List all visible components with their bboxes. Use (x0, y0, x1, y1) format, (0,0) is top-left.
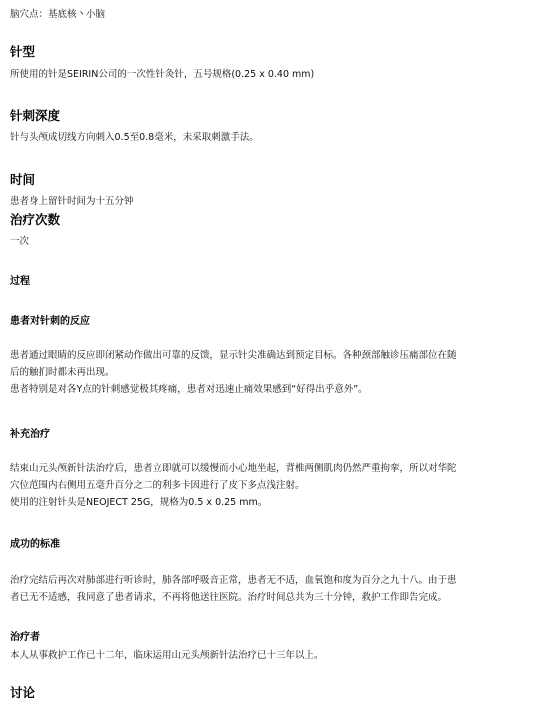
supplement-paragraph (10, 460, 522, 511)
discussion-heading: 讨论 (10, 685, 36, 700)
success-paragraph (10, 572, 522, 606)
success-heading: 成功的标准 (10, 539, 60, 550)
time-text: 患者身上留针时间为十五分钟 (10, 196, 134, 207)
supplement-line: 结束山元头颅新针法治疗后，患者立即就可以缓慢而小心地坐起，背椎两侧肌肉仍然严重拘挛，所以对华陀 (10, 463, 457, 474)
success-line: 者已无不适感，我同意了患者请求，不再将他送往医院。治疗时间总共为三十分钟，救护工作即告完成。 (10, 592, 448, 603)
sessions-text: 一次 (10, 236, 30, 247)
reaction-line: 后的触扪时都未再出现。 (10, 367, 115, 378)
reaction-line: 患者通过眼睛的反应即闭紧动作做出可靠的反馈，显示针尖准确达到预定目标。各种颈部触诊压痛部位在随 (10, 350, 457, 361)
supplement-line: 穴位范围内右侧用五毫升百分之二的利多卡因进行了皮下多点浅注射。 (10, 480, 305, 491)
needle-type-text: 所使用的针是SEIRIN公司的一次性针灸针，五号规格(0.25 x 0.40 mm) (10, 69, 315, 80)
supplement-heading: 补充治疗 (10, 429, 50, 440)
time-heading: 时间 (10, 172, 36, 187)
practitioner-text: 本人从事救护工作已十二年，临床运用山元头颅新针法治疗已十三年以上。 (10, 650, 324, 661)
depth-heading: 针刺深度 (10, 108, 61, 123)
brain-points-line: 脑穴点：基底核丶小脑 (10, 9, 106, 20)
reaction-heading: 患者对针刺的反应 (10, 316, 90, 327)
process-heading: 过程 (10, 276, 30, 287)
success-line: 治疗完结后再次对肺部进行听诊时，肺各部呼吸音正常，患者无不适，血氧饱和度为百分之九十八。由于患 (10, 575, 457, 586)
sessions-heading: 治疗次数 (10, 212, 61, 227)
depth-text: 针与头颅成切线方向刺入0.5至0.8毫米，未采取刺激手法。 (10, 132, 259, 143)
reaction-line: 患者特别是对各Y点的针刺感觉极其疼痛，患者对迅速止痛效果感到“好得出乎意外”。 (10, 384, 368, 395)
supplement-line: 使用的注射针头是NEOJECT 25G，规格为0.5 x 0.25 mm。 (10, 497, 268, 508)
reaction-paragraph (10, 347, 522, 398)
needle-type-heading: 针型 (10, 44, 36, 59)
practitioner-heading: 治疗者 (10, 632, 40, 643)
